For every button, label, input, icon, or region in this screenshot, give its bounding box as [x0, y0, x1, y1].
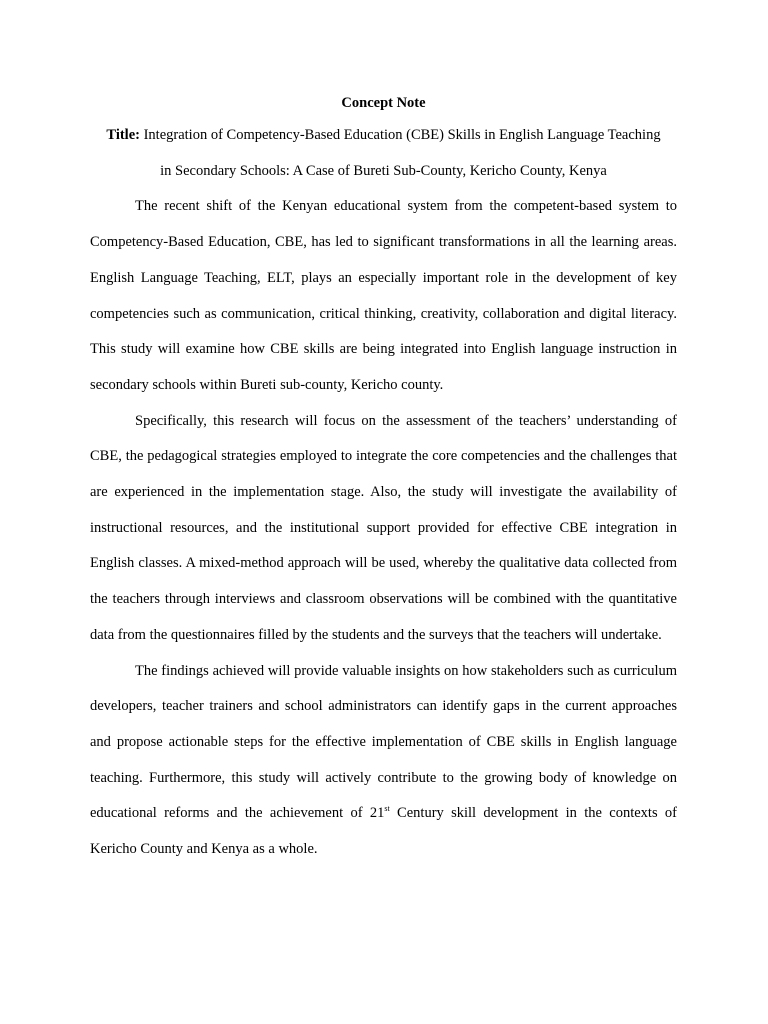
paragraph-2: Specifically, this research will focus on the assessment of the teachers’ understanding of CBE, the pedagogical strategies employed to integrate the core competencies and the challenges that are experienced in the implementation stage. Also, the study will investigate the availability of instructional resources, and the institutional support provided for effective CBE integration in English classes. A mixed-method approach will be used, whereby the qualitative data collected from the teachers through interviews and classroom observations will be combined with the quantitative data from the questionnaires filled by the students and the surveys that the teachers will undertake. — [90, 412, 677, 643]
document-heading: Concept Note — [341, 95, 426, 111]
paragraph-3-text-a: The findings achieved will provide valuable insights on how stakeholders such as curriculum developers, teacher trainers and school administrators can identify gaps in the current approaches and propose actionable steps for the effective implementation of CBE skills in English language teaching. Furthermore, this study will actively contribute to the growing body of knowledge on educational reforms and the achievement of 21 — [90, 662, 677, 822]
paragraph-1: The recent shift of the Kenyan educational system from the competent-based system to Competency-Based Education, CBE, has led to significant transformations in all the learning areas. English Language Teaching, ELT, plays an especially important role in the development of key competencies such as communication, critical thinking, creativity, collaboration and digital literacy. This study will examine how CBE skills are being integrated into English language instruction in secondary schools within Bureti sub-county, Kericho county. — [90, 198, 677, 393]
paragraph-3 — [90, 654, 677, 868]
paragraph-3-text-b: Century skill development in the contexts of Kericho County and Kenya as a whole. — [90, 805, 678, 858]
ordinal-suffix: st — [384, 804, 390, 814]
title-line-2: in Secondary Schools: A Case of Bureti Sub-County, Kericho County, Kenya — [160, 162, 607, 179]
title-line-1: Integration of Competency-Based Education (CBE) Skills in English Language Teaching — [143, 127, 661, 143]
document-body — [90, 88, 677, 868]
document-title — [90, 118, 677, 189]
title-label: Title: — [106, 127, 140, 143]
